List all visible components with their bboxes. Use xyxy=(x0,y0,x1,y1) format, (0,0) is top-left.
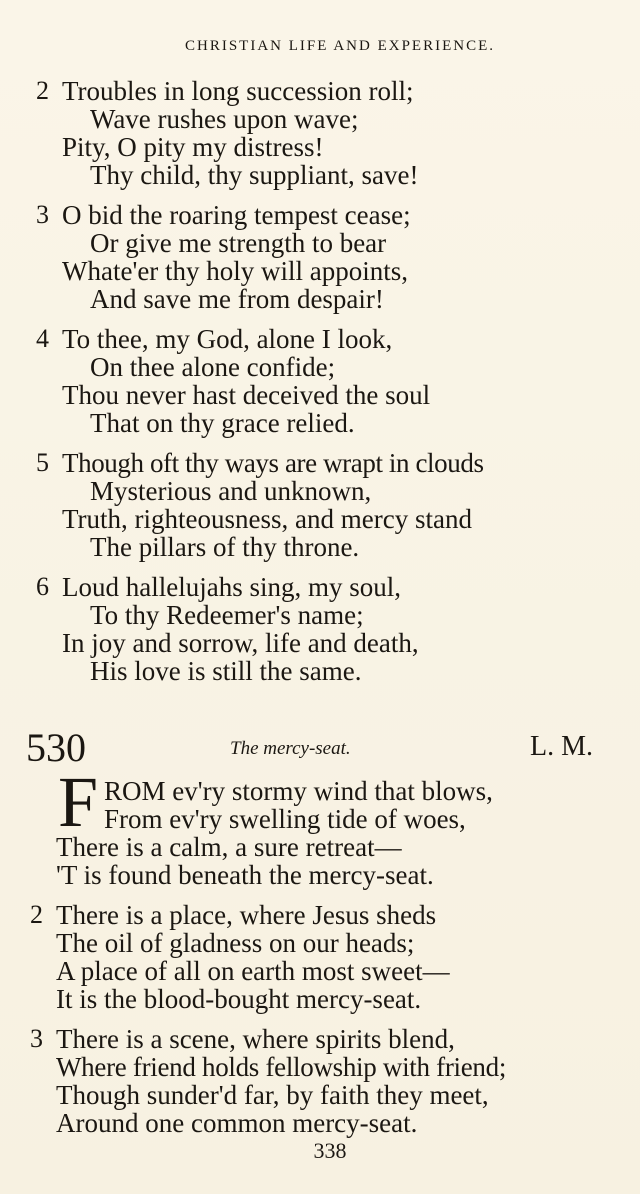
verse-line: A place of all on earth most sweet— xyxy=(56,956,450,986)
stanza-number: 3 xyxy=(30,1024,43,1053)
verse-line: There is a calm, a sure retreat— xyxy=(56,832,402,862)
verse-line: There is a scene, where spirits blend, xyxy=(56,1024,455,1054)
verse-line: To thee, my God, alone I look, xyxy=(62,324,393,354)
verse-line: Or give me strength to bear xyxy=(90,228,387,258)
verse-line: Around one common mercy-seat. xyxy=(56,1108,418,1138)
hymn-meter: L. M. xyxy=(530,731,593,762)
verse-line: That on thy grace relied. xyxy=(90,408,355,438)
verse-line: There is a place, where Jesus sheds xyxy=(56,900,437,930)
verse-line: Wave rushes upon wave; xyxy=(90,104,359,134)
verse-line: On thee alone confide; xyxy=(90,352,336,382)
verse-line: And save me from despair! xyxy=(90,284,384,314)
verse-line: Mysterious and unknown, xyxy=(90,476,372,506)
verse-line: Where friend holds fellowship with friend; xyxy=(56,1052,507,1082)
verse-line: Thy child, thy suppliant, save! xyxy=(90,160,419,190)
verse-line: It is the blood-bought mercy-seat. xyxy=(56,984,422,1014)
verse-line: O bid the roaring tempest cease; xyxy=(62,200,411,230)
verse-line: Troubles in long succession roll; xyxy=(62,76,414,106)
stanza-number: 2 xyxy=(30,900,43,929)
verse-line: ROM ev'ry stormy wind that blows, xyxy=(104,776,493,806)
verse-line: His love is still the same. xyxy=(90,656,362,686)
verse-line: From ev'ry swelling tide of woes, xyxy=(104,804,466,834)
verse-line: Pity, O pity my distress! xyxy=(62,132,324,162)
verse-line: Loud hallelujahs sing, my soul, xyxy=(62,572,401,602)
stanza-number: 2 xyxy=(36,76,49,105)
stanza-number: 6 xyxy=(36,572,49,601)
drop-cap: F xyxy=(58,762,99,842)
verse-line: Thou never hast deceived the soul xyxy=(62,380,431,410)
verse-line: Though oft thy ways are wrapt in clouds xyxy=(62,448,484,478)
verse-line: To thy Redeemer's name; xyxy=(90,600,364,630)
verse-line: 'T is found beneath the mercy-seat. xyxy=(56,860,434,890)
verse-line: Whate'er thy holy will appoints, xyxy=(62,256,409,286)
verse-line: In joy and sorrow, life and death, xyxy=(62,628,419,658)
verse-line: Though sunder'd far, by faith they meet, xyxy=(56,1080,489,1110)
verse-line: The oil of gladness on our heads; xyxy=(56,928,415,958)
stanza-number: 4 xyxy=(36,324,49,353)
hymn-title: The mercy-seat. xyxy=(230,738,351,759)
hymn-number: 530 xyxy=(26,725,86,770)
page-number: 338 xyxy=(313,1138,347,1163)
running-head: CHRISTIAN LIFE AND EXPERIENCE. xyxy=(185,38,495,54)
stanza-number: 5 xyxy=(36,448,49,477)
verse-line: The pillars of thy throne. xyxy=(90,532,360,562)
stanza-number: 3 xyxy=(36,200,49,229)
verse-line: Truth, righteousness, and mercy stand xyxy=(62,504,472,534)
